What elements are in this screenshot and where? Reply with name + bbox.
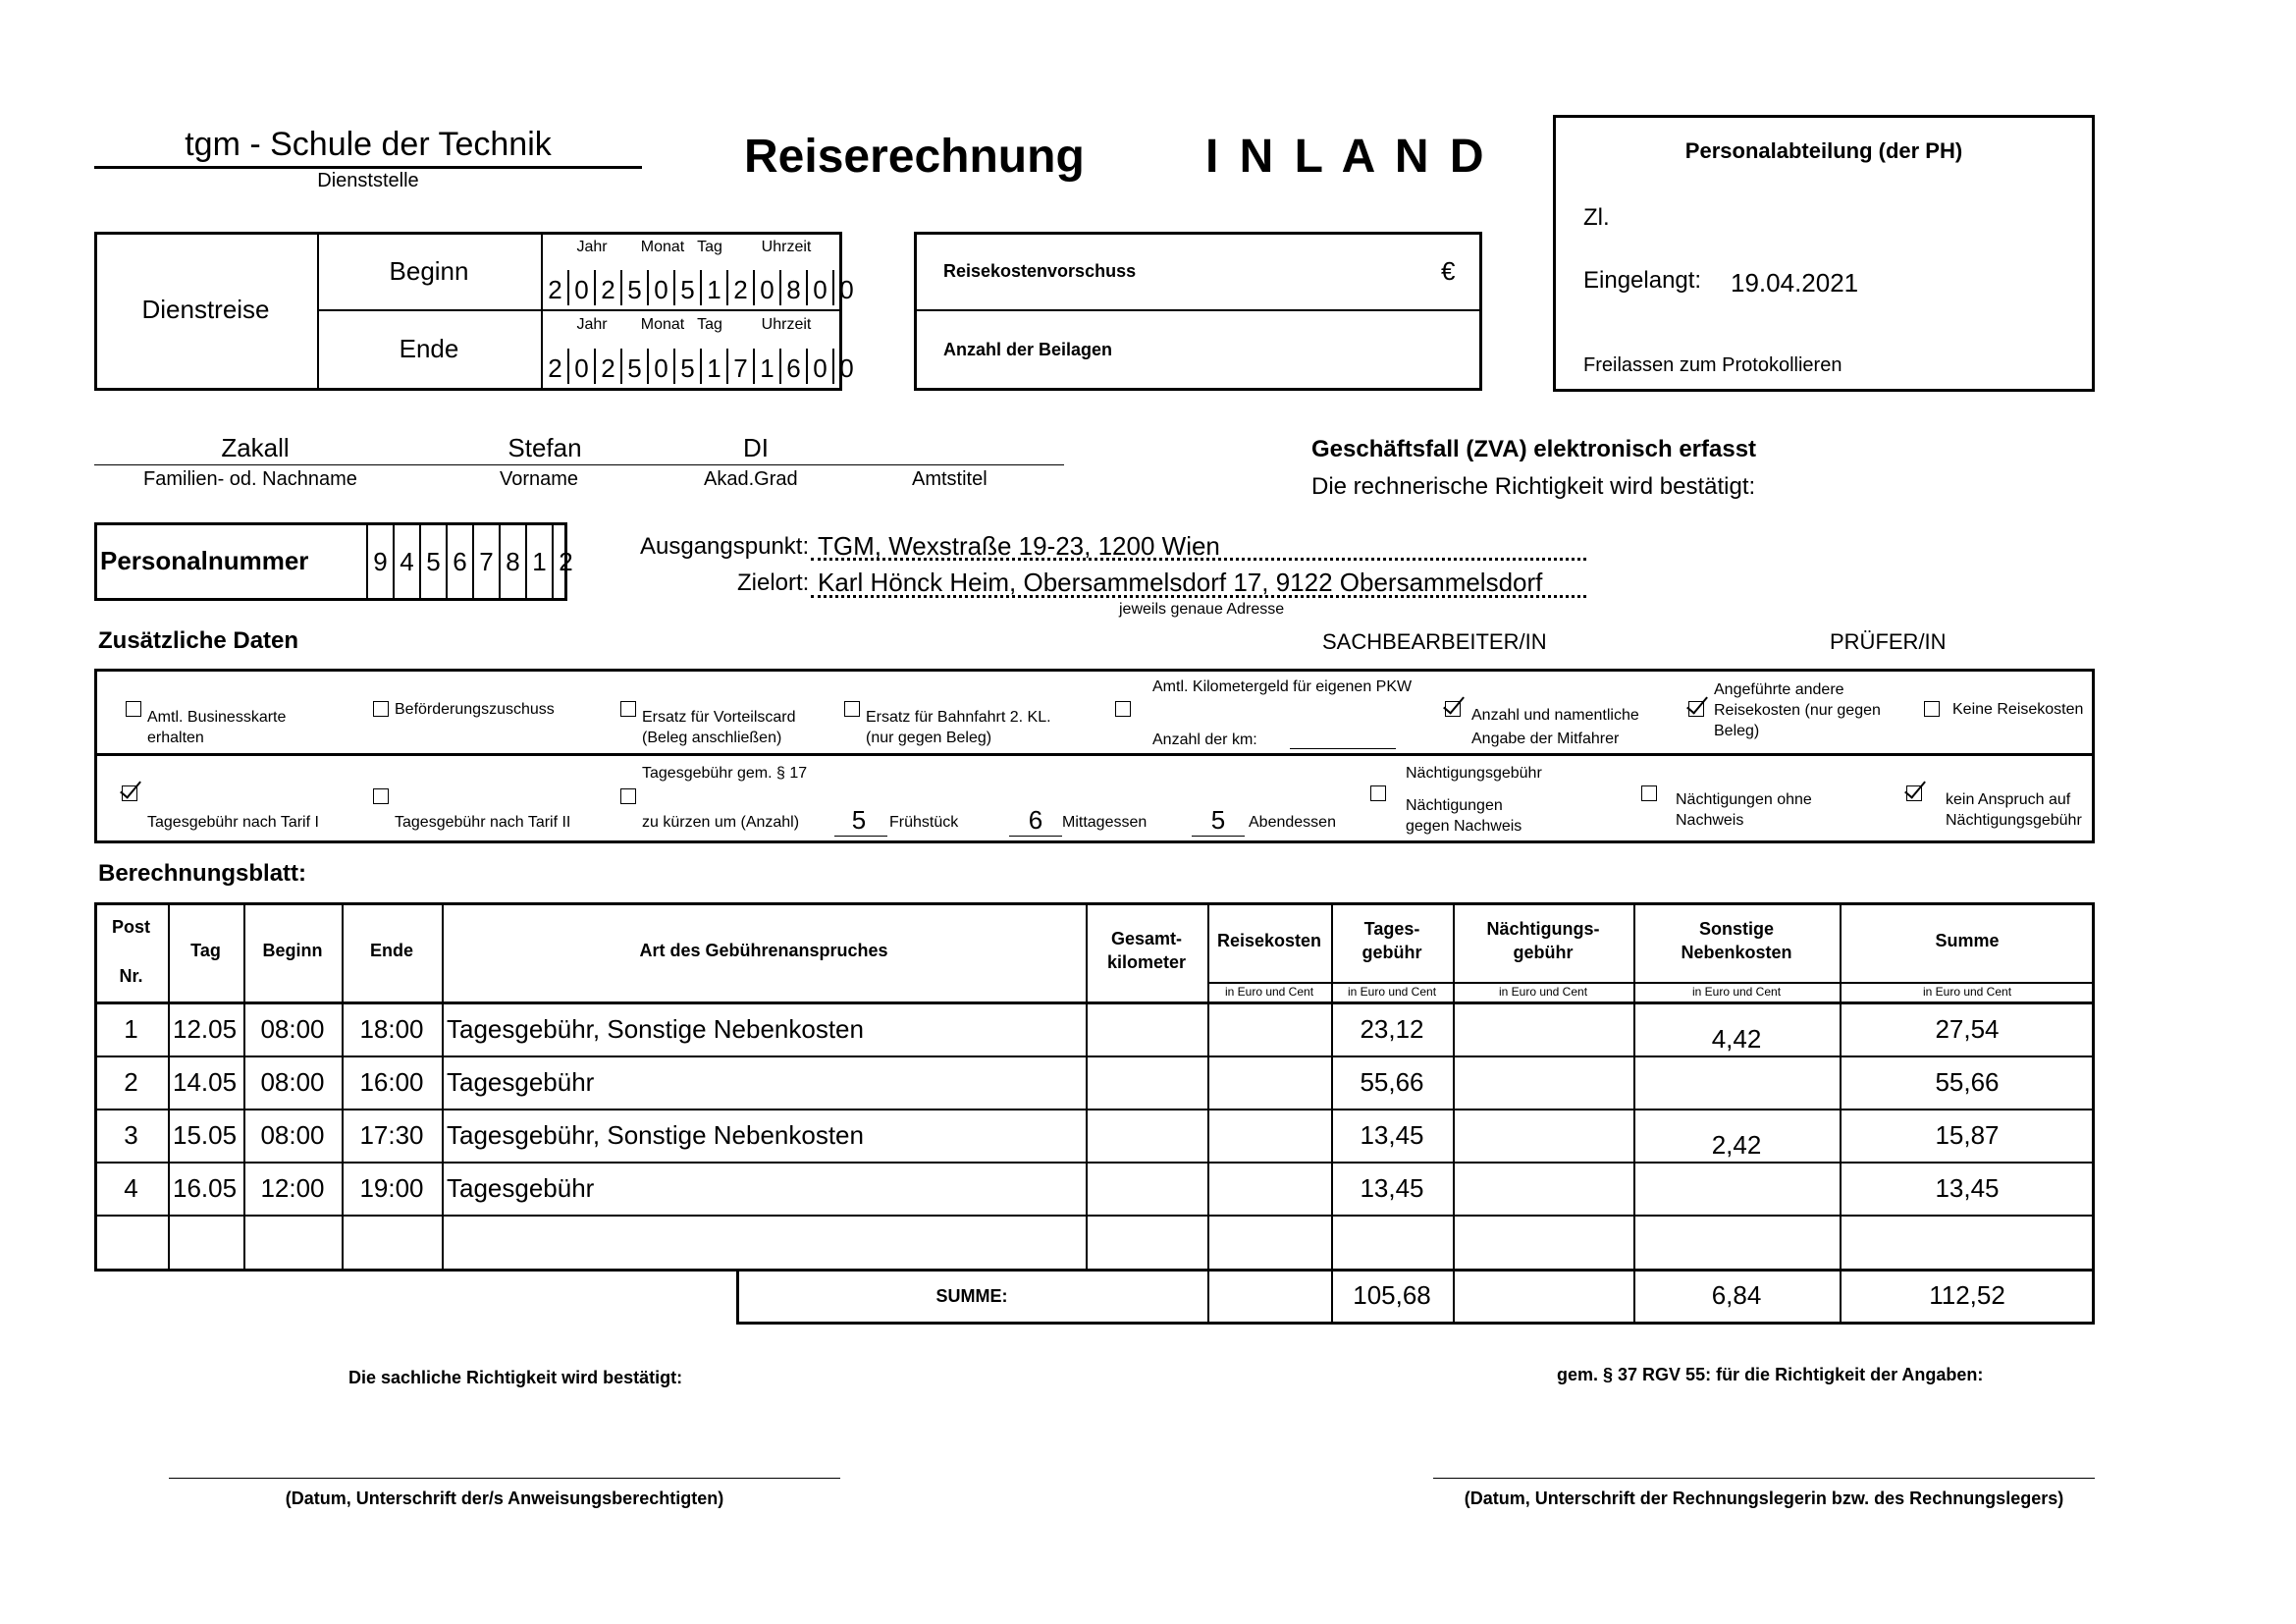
divider [1207, 982, 2095, 984]
keine-reisekosten-checkbox[interactable] [1924, 701, 1940, 717]
header-tages: Tages- [1363, 919, 1420, 939]
divider [1633, 902, 1635, 1325]
cell-tages: 13,45 [1360, 1120, 1424, 1150]
unit-label: in Euro und Cent [1922, 985, 2012, 999]
signature-line-left[interactable] [169, 1478, 840, 1479]
sachbearbeiter-label: SACHBEARBEITER/IN [1322, 629, 1547, 654]
divider [1331, 902, 1333, 1325]
km-field[interactable] [1290, 748, 1396, 749]
page-title: Reiserechnung [744, 131, 1085, 183]
institution-name: tgm - Schule der Technik [185, 126, 552, 163]
cell-summe: 15,87 [1935, 1120, 2000, 1150]
bahnfahrt-label: Ersatz für Bahnfahrt 2. KL. [866, 709, 1051, 726]
digit-cell: 5 [620, 270, 647, 305]
naecht-nachweis-label-2: gegen Nachweis [1406, 818, 1522, 835]
cell-ende: 18:00 [359, 1014, 424, 1044]
digit-cell: 7 [472, 525, 499, 598]
unit-label: in Euro und Cent [1691, 985, 1782, 999]
header-km: Gesamt- [1110, 929, 1183, 948]
businesskarte-checkbox[interactable] [126, 701, 141, 717]
cell-summe: 13,45 [1935, 1173, 2000, 1203]
header-naecht-2: gebühr [1513, 943, 1574, 962]
cell-art: Tagesgebühr, Sonstige Nebenkosten [447, 1120, 864, 1150]
header-reisekosten: Reisekosten [1216, 931, 1322, 950]
beilagen-label: Anzahl der Beilagen [943, 340, 1113, 359]
ohne-nachweis-checkbox[interactable] [1641, 785, 1657, 801]
cell-art: Tagesgebühr [447, 1067, 595, 1097]
summe-sonst: 6,84 [1711, 1280, 1762, 1310]
andere-label-2: Reisekosten (nur gegen [1714, 702, 1881, 719]
ziel-line [811, 595, 1586, 598]
freilassen-note: Freilassen zum Protokollieren [1583, 354, 1842, 376]
header-km-2: kilometer [1106, 952, 1187, 972]
footer-right-sig: (Datum, Unterschrift der Rechnungslegerin bzw. des Rechnungslegers) [1464, 1489, 2064, 1508]
beginn-label: Beginn [389, 256, 469, 286]
zl-label: Zl. [1583, 204, 1610, 231]
zva-title: Geschäftsfall (ZVA) elektronisch erfasst [1311, 436, 1757, 462]
cell-beginn: 08:00 [260, 1014, 325, 1044]
cell-summe: 55,66 [1935, 1067, 2000, 1097]
vorteilscard-label: Ersatz für Vorteilscard [642, 709, 796, 726]
header-beginn: Beginn [262, 941, 323, 960]
ende-label: Ende [399, 334, 459, 363]
dienstreise-label: Dienstreise [141, 295, 270, 324]
eingelangt-value[interactable]: 19.04.2021 [1731, 268, 1859, 298]
nachname-label: Familien- od. Nachname [143, 468, 357, 490]
digit-cell: 6 [779, 349, 806, 384]
abendessen-count[interactable]: 5 [1210, 805, 1226, 835]
befoerderung-checkbox[interactable] [373, 701, 389, 717]
divider [1453, 902, 1455, 1325]
cell-tages: 13,45 [1360, 1173, 1424, 1203]
digit-cell: 0 [832, 270, 859, 305]
digit-cell: 8 [499, 525, 525, 598]
end-date-digits[interactable] [541, 349, 859, 384]
abendessen-label: Abendessen [1249, 814, 1336, 831]
cell-sonst: 4,42 [1711, 1024, 1762, 1054]
footer-left-sig: (Datum, Unterschrift der/s Anweisungsberechtigten) [285, 1489, 724, 1508]
col-monat: Monat [640, 316, 685, 333]
pruefer-label: PRÜFER/IN [1830, 629, 1947, 654]
ohne-nachweis-label: Nächtigungen ohne [1676, 791, 1812, 808]
header-post: Post [111, 917, 150, 937]
personal-box-title: Personalabteilung (der PH) [1684, 138, 1963, 163]
km-label: Anzahl der km: [1152, 731, 1257, 748]
andere-label-3: Beleg) [1714, 723, 1760, 739]
digit-cell: 1 [700, 270, 726, 305]
vorschuss-box [914, 232, 1482, 391]
header-tages-2: gebühr [1362, 943, 1422, 962]
zva-text: Die rechnerische Richtigkeit wird bestätigt: [1311, 473, 1756, 500]
divider [94, 1001, 2095, 1004]
andere-label: Angeführte andere [1714, 681, 1844, 698]
cell-beginn: 08:00 [260, 1067, 325, 1097]
col-uhrzeit: Uhrzeit [761, 239, 812, 255]
summe-tages: 105,68 [1353, 1280, 1431, 1310]
cell-nr: 2 [124, 1067, 138, 1097]
calc-title: Berechnungsblatt: [98, 860, 307, 887]
col-tag: Tag [697, 239, 722, 255]
digit-cell: 5 [620, 349, 647, 384]
naecht-title: Nächtigungsgebühr [1406, 765, 1542, 782]
unit-label: in Euro und Cent [1224, 985, 1314, 999]
kein-anspruch-checkbox[interactable] [1906, 785, 1922, 801]
digit-cell: 5 [419, 525, 446, 598]
mitfahrer-label-2: Angabe der Mitfahrer [1471, 731, 1620, 747]
col-tag: Tag [697, 316, 722, 333]
ausgang-label: Ausgangspunkt: [640, 533, 810, 560]
col-jahr: Jahr [576, 239, 608, 255]
km-title: Amtl. Kilometergeld für eigenen PKW [1152, 678, 1413, 695]
tarif1-checkbox[interactable] [122, 785, 137, 801]
vorname-label: Vorname [500, 468, 579, 490]
digit-cell: 0 [647, 270, 673, 305]
begin-date-digits[interactable] [541, 270, 859, 305]
abendessen-underline [1192, 836, 1245, 837]
cell-ende: 19:00 [359, 1173, 424, 1203]
andere-reisekosten-checkbox[interactable] [1688, 701, 1704, 717]
divider [1840, 902, 1842, 1325]
summe-total: 112,52 [1929, 1280, 2005, 1310]
divider [94, 1162, 2095, 1164]
ohne-nachweis-label-2: Nachweis [1676, 812, 1744, 829]
ziel-value[interactable]: Karl Hönck Heim, Obersammelsdorf 17, 9122 Obersammelsdorf [818, 568, 1543, 597]
footer-left-title: Die sachliche Richtigkeit wird bestätigt: [348, 1368, 683, 1387]
cell-art: Tagesgebühr [447, 1173, 595, 1203]
header-tag: Tag [190, 941, 221, 960]
digit-cell: 2 [726, 270, 753, 305]
cell-tages: 55,66 [1360, 1067, 1424, 1097]
nachname-value[interactable]: Zakall [221, 433, 290, 462]
mitfahrer-checkbox[interactable] [1445, 701, 1461, 717]
cell-ende: 17:30 [359, 1120, 424, 1150]
digit-cell: 1 [700, 349, 726, 384]
dienststelle-label: Dienststelle [317, 170, 419, 191]
digit-cell: 2 [552, 525, 578, 598]
fruehstueck-count[interactable]: 5 [851, 805, 867, 835]
tarif2-checkbox[interactable] [373, 788, 389, 804]
ausgang-value[interactable]: TGM, Wexstraße 19-23, 1200 Wien [818, 531, 1220, 561]
cell-beginn: 08:00 [260, 1120, 325, 1150]
ausgang-line [811, 558, 1586, 561]
bahnfahrt-checkbox[interactable] [844, 701, 860, 717]
divider [94, 1215, 2095, 1217]
mittagessen-underline [1009, 836, 1062, 837]
mittagessen-label: Mittagessen [1062, 814, 1148, 831]
amtstitel-label: Amtstitel [912, 468, 988, 490]
digit-cell: 8 [779, 270, 806, 305]
mittagessen-count[interactable]: 6 [1028, 805, 1043, 835]
footer-right-title: gem. § 37 RGV 55: für die Richtigkeit der Angaben: [1557, 1365, 1984, 1384]
kuerzen-label: zu kürzen um (Anzahl) [642, 814, 800, 831]
header-summe: Summe [1935, 931, 2000, 950]
cell-sonst: 2,42 [1711, 1130, 1762, 1160]
personalnummer-digits[interactable] [366, 525, 578, 598]
kein-anspruch-label: kein Anspruch auf [1946, 791, 2071, 808]
mitfahrer-label: Anzahl und namentliche [1471, 707, 1639, 724]
personalnummer-label: Personalnummer [100, 546, 309, 575]
befoerderung-label: Beförderungszuschuss [395, 701, 555, 718]
vorteilscard-checkbox[interactable] [620, 701, 636, 717]
digit-cell: 0 [647, 349, 673, 384]
col-uhrzeit: Uhrzeit [761, 316, 812, 333]
col-monat: Monat [640, 239, 685, 255]
fruehstueck-label: Frühstück [889, 814, 959, 831]
keine-label: Keine Reisekosten [1952, 701, 2084, 718]
digit-cell: 0 [567, 270, 594, 305]
name-underline [94, 464, 1064, 465]
vorname-value[interactable]: Stefan [507, 433, 582, 462]
ziel-label: Zielort: [737, 569, 810, 596]
header-nr: Nr. [119, 966, 143, 986]
signature-line-right[interactable] [1433, 1478, 2095, 1479]
unit-label: in Euro und Cent [1498, 985, 1588, 999]
vorschuss-label: Reisekostenvorschuss [943, 261, 1137, 281]
tarif1-label: Tagesgebühr nach Tarif I [147, 814, 319, 831]
cell-tag: 14.05 [173, 1067, 238, 1097]
cell-art: Tagesgebühr, Sonstige Nebenkosten [447, 1014, 864, 1044]
digit-cell: 9 [366, 525, 393, 598]
institution-underline [94, 166, 642, 169]
businesskarte-label-2: erhalten [147, 730, 204, 746]
divider [1207, 902, 1209, 1325]
address-hint: jeweils genaue Adresse [1119, 601, 1285, 618]
digit-cell: 0 [567, 349, 594, 384]
divider [317, 309, 842, 311]
digit-cell: 5 [673, 270, 700, 305]
divider [736, 1322, 2095, 1325]
fruehstueck-underline [834, 836, 887, 837]
header-sonst-2: Nebenkosten [1681, 943, 1792, 962]
digit-cell: 1 [753, 349, 779, 384]
digit-cell: 0 [832, 349, 859, 384]
digit-cell: 0 [753, 270, 779, 305]
bahnfahrt-label-2: (nur gegen Beleg) [866, 730, 992, 746]
cell-nr: 4 [124, 1173, 138, 1203]
header-sonst: Sonstige [1698, 919, 1774, 939]
businesskarte-label: Amtl. Businesskarte [147, 709, 287, 726]
header-art: Art des Gebührenanspruches [639, 941, 888, 960]
grad-label: Akad.Grad [704, 468, 798, 490]
divider [94, 753, 2095, 756]
eingelangt-label: Eingelangt: [1583, 267, 1702, 294]
digit-cell: 1 [525, 525, 552, 598]
digit-cell: 2 [541, 270, 567, 305]
cell-nr: 3 [124, 1120, 138, 1150]
digit-cell: 6 [446, 525, 472, 598]
divider [94, 1056, 2095, 1057]
digit-cell: 2 [594, 270, 620, 305]
zusatz-title: Zusätzliche Daten [98, 627, 299, 654]
page-subtitle: I N L A N D [1205, 131, 1488, 183]
summe-label: SUMME: [935, 1286, 1008, 1306]
naecht-nachweis-label: Nächtigungen [1406, 797, 1503, 814]
digit-cell: 4 [393, 525, 419, 598]
tarif2-label: Tagesgebühr nach Tarif II [395, 814, 571, 831]
digit-cell: 0 [806, 349, 832, 384]
digit-cell: 2 [594, 349, 620, 384]
header-ende: Ende [369, 941, 413, 960]
kein-anspruch-label-2: Nächtigungsgebühr [1946, 812, 2082, 829]
cell-ende: 16:00 [359, 1067, 424, 1097]
header-naecht: Nächtigungs- [1486, 919, 1600, 939]
cell-tag: 15.05 [173, 1120, 238, 1150]
unit-label: in Euro und Cent [1347, 985, 1437, 999]
cell-tag: 16.05 [173, 1173, 238, 1203]
digit-cell: 7 [726, 349, 753, 384]
cell-nr: 1 [124, 1014, 138, 1044]
divider [914, 309, 1482, 311]
digit-cell: 0 [806, 270, 832, 305]
cell-tag: 12.05 [173, 1014, 238, 1044]
cell-tages: 23,12 [1360, 1014, 1424, 1044]
cell-beginn: 12:00 [260, 1173, 325, 1203]
digit-cell: 5 [673, 349, 700, 384]
kuerzen-checkbox[interactable] [620, 788, 636, 804]
cell-summe: 27,54 [1935, 1014, 2000, 1044]
col-jahr: Jahr [576, 316, 608, 333]
euro-sign: € [1441, 256, 1456, 286]
naecht-nachweis-checkbox[interactable] [1370, 785, 1386, 801]
vorteilscard-label-2: (Beleg anschließen) [642, 730, 782, 746]
grad-value[interactable]: DI [743, 433, 769, 462]
divider [94, 1109, 2095, 1110]
km-checkbox[interactable] [1115, 701, 1131, 717]
digit-cell: 2 [541, 349, 567, 384]
kuerzen-title: Tagesgebühr gem. § 17 [642, 765, 808, 782]
